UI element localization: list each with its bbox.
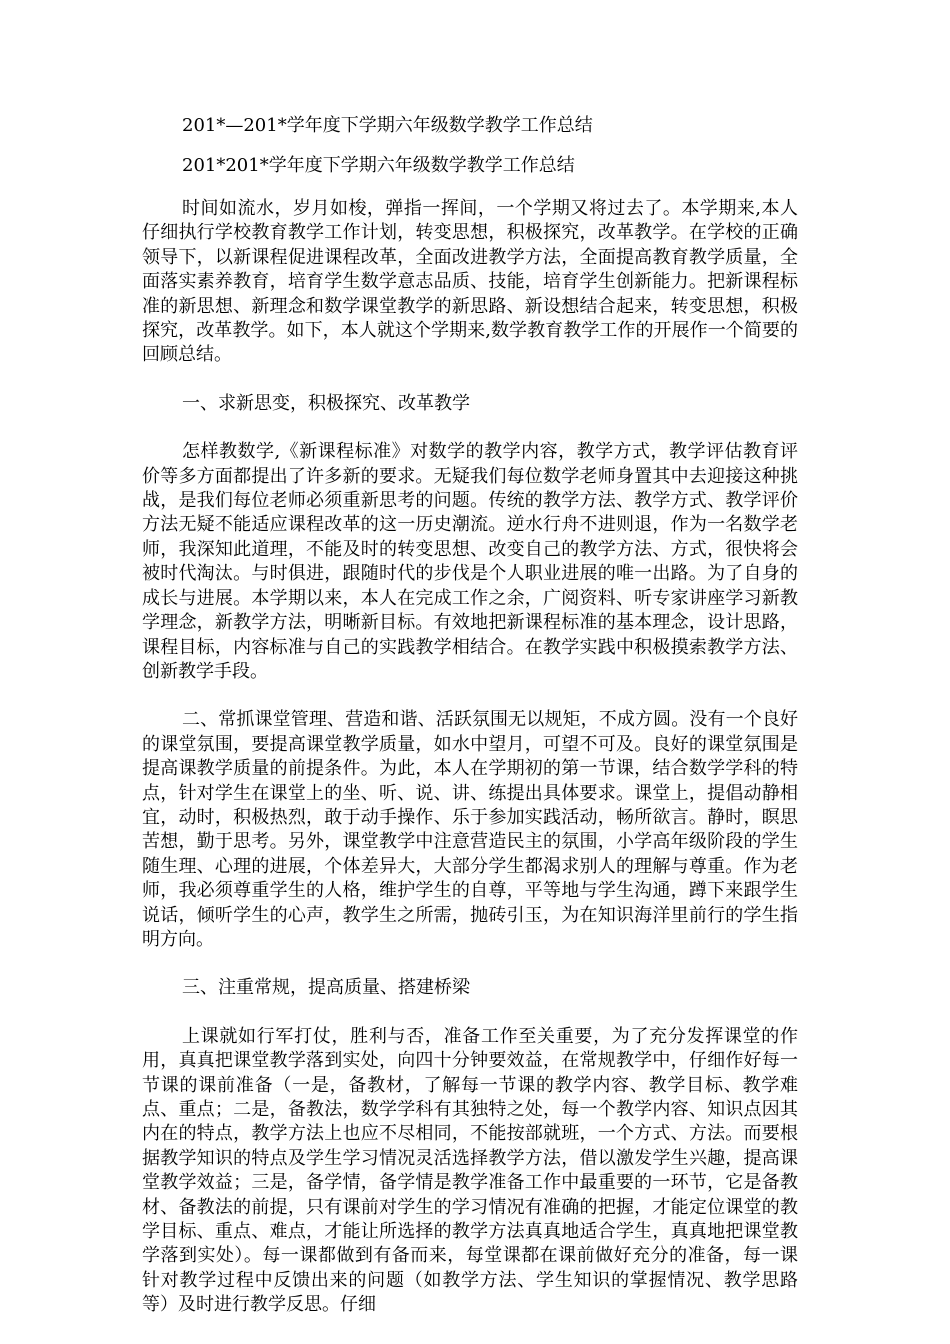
document-body	[142, 112, 798, 1318]
section-2-paragraph: 二、常抓课堂管理、营造和谐、活跃氛围无以规矩，不成方圆。没有一个良好的课堂氛围，要提高课堂教学质量，如水中望月，可望不可及。良好的课堂氛围是提高课教学质量的前提条件。为此，本人在学期初的第一节课，结合数学学科的特点，针对学生在课堂上的坐、听、说、讲、练提出具体要求。课堂上，提倡动静相宜，动时，积极热烈，敢于动手操作、乐于参加实践活动，畅所欲言。静时，瞑思苦想，勤于思考。另外，课堂教学中注意营造民主的氛围，小学高年级阶段的学生随生理、心理的进展，个体差异大，大部分学生都渴求别人的理解与尊重。作为老师，我必须尊重学生的人格，维护学生的自尊，平等地与学生沟通，蹲下来跟学生说话，倾听学生的心声，教学生之所需，抛砖引玉，为在知识海洋里前行的学生指明方向。	[142, 709, 798, 950]
intro-paragraph: 时间如流水，岁月如梭，弹指一挥间，一个学期又将过去了。本学期来,本人仔细执行学校教育教学工作计划，转变思想，积极探究，改革教学。在学校的正确领导下，以新课程促进课程改革，全面改进教学方法，全面提高教育教学质量，全面落实素养教育，培育学生数学意志品质、技能，培育学生创新能力。把新课程标准的新思想、新理念和数学课堂教学的新思路、新设想结合起来，转变思想，积极探究，改革教学。如下，本人就这个学期来,数学教育教学工作的开展作一个简要的回顾总结。	[142, 198, 798, 366]
section-3-paragraph: 上课就如行军打仗，胜利与否，准备工作至关重要，为了充分发挥课堂的作用，真真把课堂教学落到实处，向四十分钟要效益，在常规教学中，仔细作好每一节课的课前准备（一是，备教材，了解每一节课的教学内容、教学目标、教学难点、重点；二是，备教法，数学学科有其独特之处，每一个教学内容、知识点因其内在的特点，教学方法上也应不尽相同，不能按部就班，一个方式、方法。而要根据教学知识的特点及学生学习情况灵活选择教学方法，借以激发学生兴趣，提高课堂教学效益；三是，备学情，备学情是教学准备工作中最重要的一环节，它是备教材、备教法的前提，只有课前对学生的学习情况有准确的把握，才能定位课堂的教学目标、重点、难点，才能让所选择的教学方法真真地适合学生，真真地把课堂教学落到实处）。每一课都做到有备而来，每堂课都在课前做好充分的准备，每一课针对教学过程中反馈出来的问题（如教学方法、学生知识的掌握情况、教学思路等）及时进行教学反思。仔细	[142, 1025, 798, 1316]
section-1-heading: 一、求新思变，积极探究、改革教学	[182, 392, 470, 414]
section-1-paragraph: 怎样教数学,《新课程标准》对数学的教学内容，教学方式，教学评估教育评价等多方面都提出了许多新的要求。无疑我们每位数学老师身置其中去迎接这种挑战，是我们每位老师必须重新思考的问题。传统的教学方法、教学方式、教学评价方法无疑不能适应课程改革的这一历史潮流。逆水行舟不进则退，作为一名数学老师，我深知此道理，不能及时的转变思想、改变自己的教学方法、方式，很快将会被时代淘汰。与时俱进，跟随时代的步伐是个人职业进展的唯一出路。为了自身的成长与进展。本学期以来，本人在完成工作之余，广阅资料、听专家讲座学习新教学理念，新教学方法，明晰新目标。有效地把新课程标准的基本理念，设计思路，课程目标，内容标准与自己的实践教学相结合。在教学实践中积极摸索教学方法、创新教学手段。	[142, 441, 798, 682]
document-title: 201*—201*学年度下学期六年级数学教学工作总结	[182, 115, 593, 136]
section-3-heading: 三、注重常规，提高质量、搭建桥梁	[182, 977, 470, 999]
document-subtitle: 201*201*学年度下学期六年级数学教学工作总结	[182, 155, 575, 176]
